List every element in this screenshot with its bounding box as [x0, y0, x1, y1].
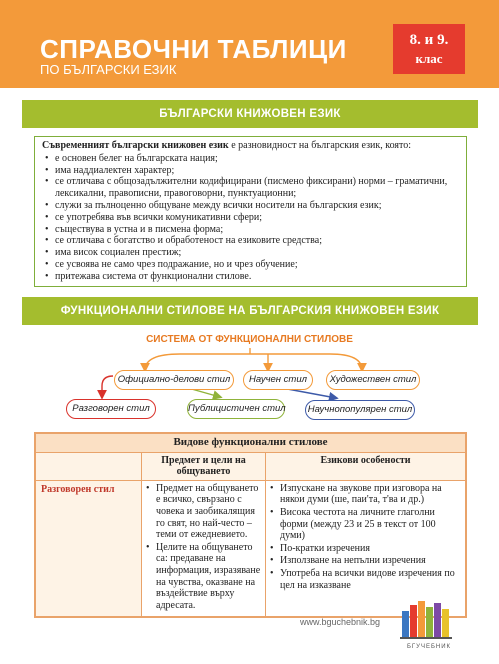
list-item: • Изпускане на звукове при изговора на някои думи (ше, паи'та, т'ва и др.) — [269, 483, 462, 506]
node-artistic-style: Художествен стил — [326, 370, 420, 390]
intro-line — [42, 140, 459, 152]
page-title: СПРАВОЧНИ ТАБЛИЦИ — [40, 34, 347, 64]
features-list — [42, 153, 459, 283]
list-item: • се усвоява не само чрез подражание, но и чрез обучение; — [42, 259, 459, 271]
list-item: • Висока честота на личните глаголни форми (между 23 и 25 в текст от 100 думи) — [269, 507, 462, 542]
grade-badge — [393, 24, 465, 74]
list-item: • съществува в устна и в писмена форма; — [42, 224, 459, 236]
list-item: • има наддиалектен характер; — [42, 165, 459, 177]
list-item: • По-кратки изречения — [269, 543, 462, 555]
list-item: • се отличава с богатство и обработеност на езиковите средства; — [42, 235, 459, 247]
column-header-purpose: Предмет и цели на общуването — [142, 452, 266, 480]
node-popular-science-style: Научнопопулярен стил — [305, 400, 415, 420]
styles-diagram — [0, 346, 499, 430]
page-subtitle: ПО БЪЛГАРСКИ ЕЗИК — [40, 62, 177, 77]
connector-colloquial — [102, 376, 113, 397]
literary-language-box — [34, 136, 467, 287]
row-label: Разговорен стил — [36, 480, 142, 617]
intro-rest: е разновидност на българския език, която: — [228, 140, 412, 151]
node-colloquial-style: Разговорен стил — [66, 399, 156, 419]
purpose-cell — [142, 480, 266, 617]
list-item: • е основен белег на българската нация; — [42, 153, 459, 165]
list-item: • се отличава с общозадължителни кодифицирани (писмено фиксирани) норми – граматични, лексикални, правописни, правоговорни, пунктуационни; — [42, 176, 459, 200]
grade-label: клас — [415, 51, 443, 66]
books-logo-icon — [398, 597, 460, 641]
empty-header-cell — [36, 452, 142, 480]
column-header-features: Езикови особености — [266, 452, 466, 480]
node-journalistic-style: Публицистичен стил — [187, 399, 285, 419]
diagram-title: СИСТЕМА ОТ ФУНКЦИОНАЛНИ СТИЛОВЕ — [146, 334, 353, 345]
connector-top — [145, 354, 362, 370]
logo-wordmark: БГУЧЕБНИК — [406, 644, 452, 650]
node-official-style: Официално-делови стил — [114, 370, 234, 390]
list-item: • Използване на непълни изречения — [269, 555, 462, 567]
styles-table — [34, 432, 467, 618]
list-item: • Предмет на общуването е всичко, свързано с човека и заобикалящия го свят, но най-често – теми от ежедневието. — [145, 483, 262, 541]
list-item: • Целите на общуването са: предаване на информация, изразяване на чувства, оказване на въздействие върху адресата. — [145, 542, 262, 612]
intro-bold: Съвременният български книжовен език — [42, 140, 229, 151]
list-item: • Употреба на всички видове изречения по цел на изказване — [269, 568, 462, 591]
grade-number: 8. и 9. — [409, 32, 449, 48]
node-scientific-style: Научен стил — [243, 370, 313, 390]
list-item: • притежава система от функционални стилове. — [42, 271, 459, 283]
list-item: • се употребява във всички комуникативни сфери; — [42, 212, 459, 224]
list-item: • има висок социален престиж; — [42, 247, 459, 259]
website-link[interactable]: www.bguchebnik.bg — [300, 617, 381, 627]
list-item: • служи за пълноценно общуване между всички носители на българския език; — [42, 200, 459, 212]
section-heading-functional-styles: ФУНКЦИОНАЛНИ СТИЛОВЕ НА БЪЛГАРСКИЯ КНИЖОВЕН ЕЗИК — [22, 297, 478, 325]
table-title: Видове функционални стилове — [36, 434, 466, 453]
section-heading-literary-language: БЪЛГАРСКИ КНИЖОВЕН ЕЗИК — [22, 100, 478, 128]
